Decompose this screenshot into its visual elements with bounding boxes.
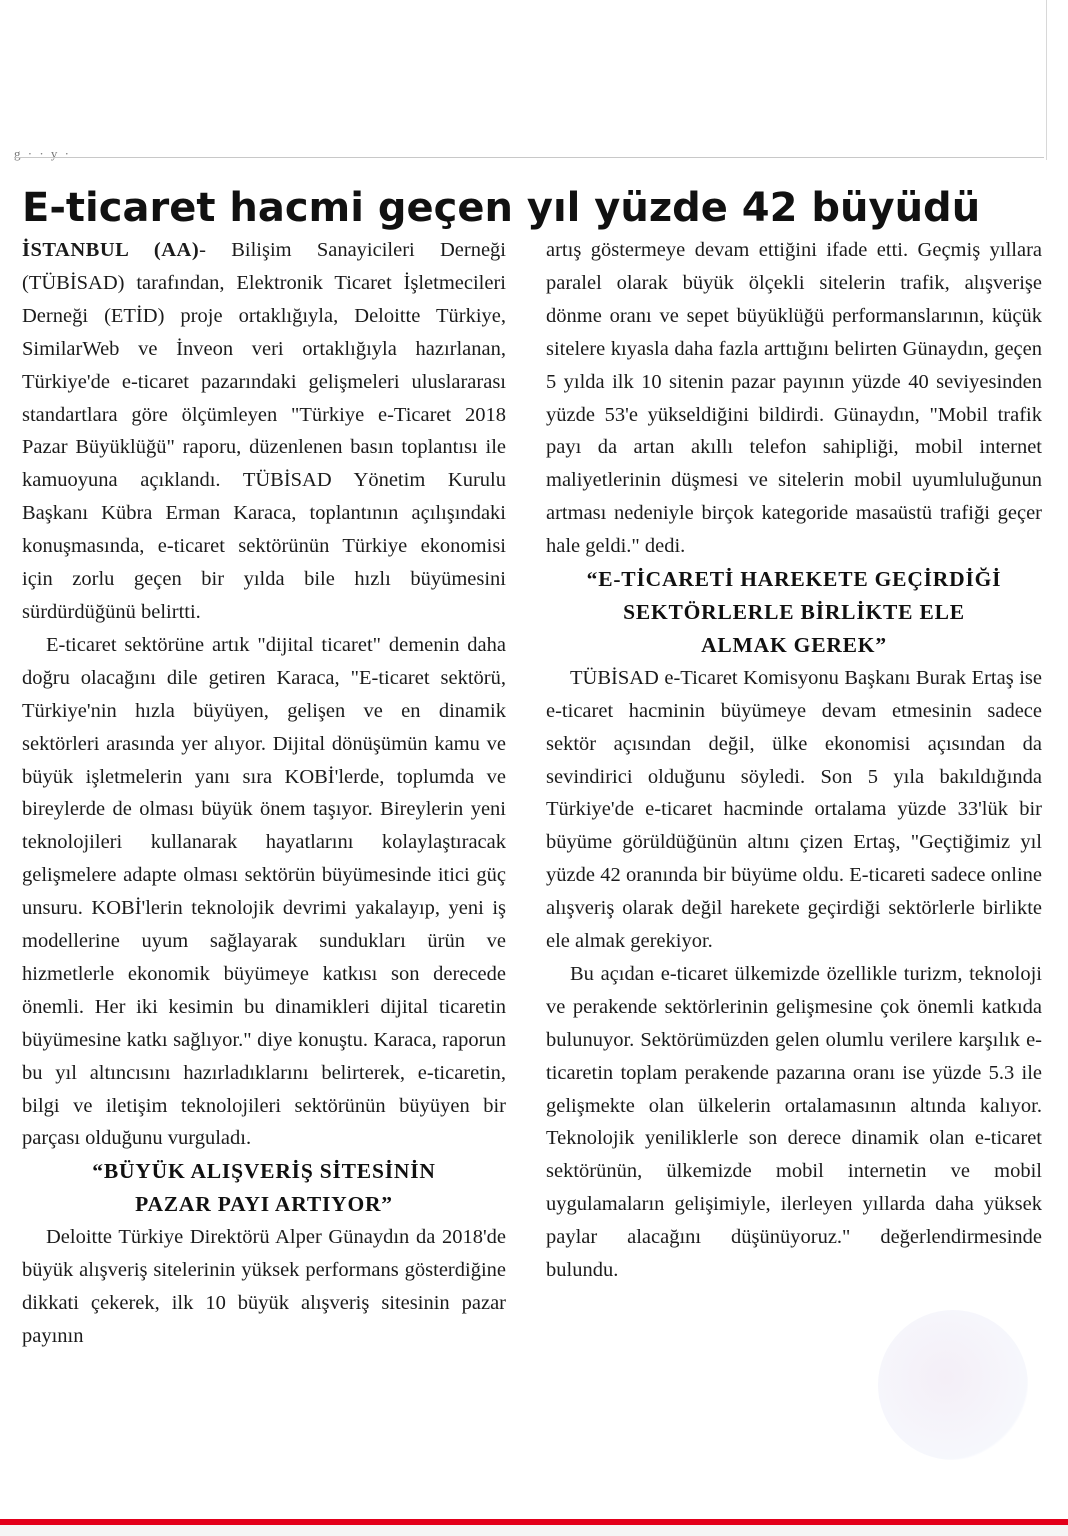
- subheading-2: [546, 563, 1042, 662]
- article-paragraph-3-end: artış göstermeye devam ettiğini ifade etti. Geçmiş yıllara paralel olarak büyük ölçekli sitelerin trafik, alışverişe dönme oranı ve sepet büyüklüğü performanslarının, küçük sitelere kıyasla daha fazla arttığını belirten Günaydın, geçen 5 yılda ilk 10 sitenin pazar payının yüzde 40 seviyesinden yüzde 53'e yükseldiğini bildirdi. Günaydın, "Mobil trafik payı da artan akıllı telefon sahipliği, mobil internet maliyetlerinin düşmesi ve sitelerin mobil uyumluluğunun artması nedeniyle birçok kategoride masaüstü trafiği geçer hale geldi." dedi.: [546, 239, 1042, 558]
- scan-edge-line: [1046, 0, 1047, 160]
- article-column-left: [22, 234, 506, 1353]
- watermark-logo: [878, 1310, 1028, 1460]
- subheading-1: [22, 1155, 506, 1221]
- subheading-2-line-2: SEKTÖRLERLE BİRLİKTE ELE: [623, 599, 965, 624]
- article-headline: E-ticaret hacmi geçen yıl yüzde 42 büyüdü: [22, 185, 981, 231]
- article-column-right: [546, 234, 1042, 1287]
- article-paragraph-2: E-ticaret sektörüne artık "dijital ticaret" demenin daha doğru olacağını dile getiren Karaca, "E-ticaret sektörü, Türkiye'nin hızla büyüyen, gelişen ve en dinamik sektörleri arasında yer alıyor. Dijital dönüşümün kamu ve büyük işletmelerin yanı sıra KOBİ'lerde, toplumda ve bireylerde de olması büyük önem taşıyor. Bireylerin yeni teknolojileri kullanarak hayatlarını kolaylaştıracak gelişmelere adapte olması sektörün büyümesinde itici güç unsuru. KOBİ'lerin teknolojik devrimi yakalayıp, yeni iş modellerine uyum sağlayarak sundukları ürün ve hizmetlerle ekonomik büyümeye katkısı son derecede önemli. Her iki kesimin bu dinamikleri dijital ticaretin büyümesine katkı sağlıyor." diye konuştu. Karaca, raporun bu yıl altıncısını hazırladıklarını belirterek, e-ticaretin, bilgi ve iletişim teknolojileri sektörünün büyüyen bir parçası olduğunu vurguladı.: [22, 633, 506, 1150]
- subheading-2-line-1: “E-TİCARETİ HAREKETE GEÇİRDİĞİ: [586, 567, 1002, 592]
- clipped-text-fragment: g · · y ·: [14, 146, 71, 161]
- article-paragraph-1: [22, 234, 506, 629]
- paragraph-1-text: - Bilişim Sanayicileri Derneği (TÜBİSAD) tarafından, Elektronik Ticaret İşletmecileri Derneği (ETİD) proje ortaklığıyla, Deloitte Türkiye, SimilarWeb ve İnveon veri ortaklığıyla hazırlanan, Türkiye'de e-ticaret pazarındaki gelişmeleri uluslararası standartlara göre ölçümleyen "Türkiye e-Ticaret 2018 Pazar Büyüklüğü" raporu, düzenlenen basın toplantısı ile kamuoyuna açıklandı. TÜBİSAD Yönetim Kurulu Başkanı Kübra Erman Karaca, toplantının açılışındaki konuşmasında, e-ticaret sektörünün Türkiye ekonomisi için zorlu geçen bir yılda bile hızlı büyümesini sürdürdüğünü belirtti.: [22, 239, 506, 623]
- top-divider: [14, 157, 1044, 158]
- top-blank-area: [0, 0, 1068, 150]
- article-paragraph-5: Bu açıdan e-ticaret ülkemizde özellikle turizm, teknoloji ve perakende sektörlerinin gelişmesine çok önemli katkıda bulunuyor. Sektörümüzden gelen olumlu verilere karşılık e-ticaretin toplam perakende pazarına oranı ise yüzde 5.3 ile gelişmekte olan ülkelerin ortalamasının altında kalıyor. Teknolojik yeniliklerle son derece dinamik olan e-ticaret sektörünün, ülkemizde mobil internetin ve mobil uygulamaların gelişimiyle, ilerleyen yıllarda daha yüksek paylar alacağını düşünüyoruz." değerlendirmesinde bulundu.: [546, 962, 1042, 1282]
- bottom-margin: [0, 1525, 1068, 1536]
- article-paragraph-4: TÜBİSAD e-Ticaret Komisyonu Başkanı Burak Ertaş ise e-ticaret hacminin büyümeye devam etmesinin sadece sektör açısından değil, ülke ekonomisi açısından da sevindirici olduğunu söyledi. Son 5 yıla bakıldığında Türkiye'de e-ticaret hacminde ortalama yüzde 33'lük bir büyüme görüldüğünün altını çizen Ertaş, "Geçtiğimiz yıl yüzde 42 oranında bir büyüme oldu. E-ticareti sadece online alışveriş olarak değil harekete geçirdiği sektörlerle birlikte ele almak gerekiyor.: [546, 666, 1042, 953]
- subheading-1-line-2: PAZAR PAYI ARTIYOR”: [135, 1192, 393, 1217]
- article-paragraph-3-start: Deloitte Türkiye Direktörü Alper Günaydın da 2018'de büyük alışveriş sitelerinin yüksek performans gösterdiğine dikkati çekerek, ilk 10 büyük alışveriş sitesinin pazar payının: [22, 1226, 506, 1347]
- subheading-2-line-3: ALMAK GEREK”: [701, 632, 887, 657]
- subheading-1-line-1: “BÜYÜK ALIŞVERİŞ SİTESİNİN: [92, 1159, 436, 1184]
- dateline: İSTANBUL (AA): [22, 239, 200, 261]
